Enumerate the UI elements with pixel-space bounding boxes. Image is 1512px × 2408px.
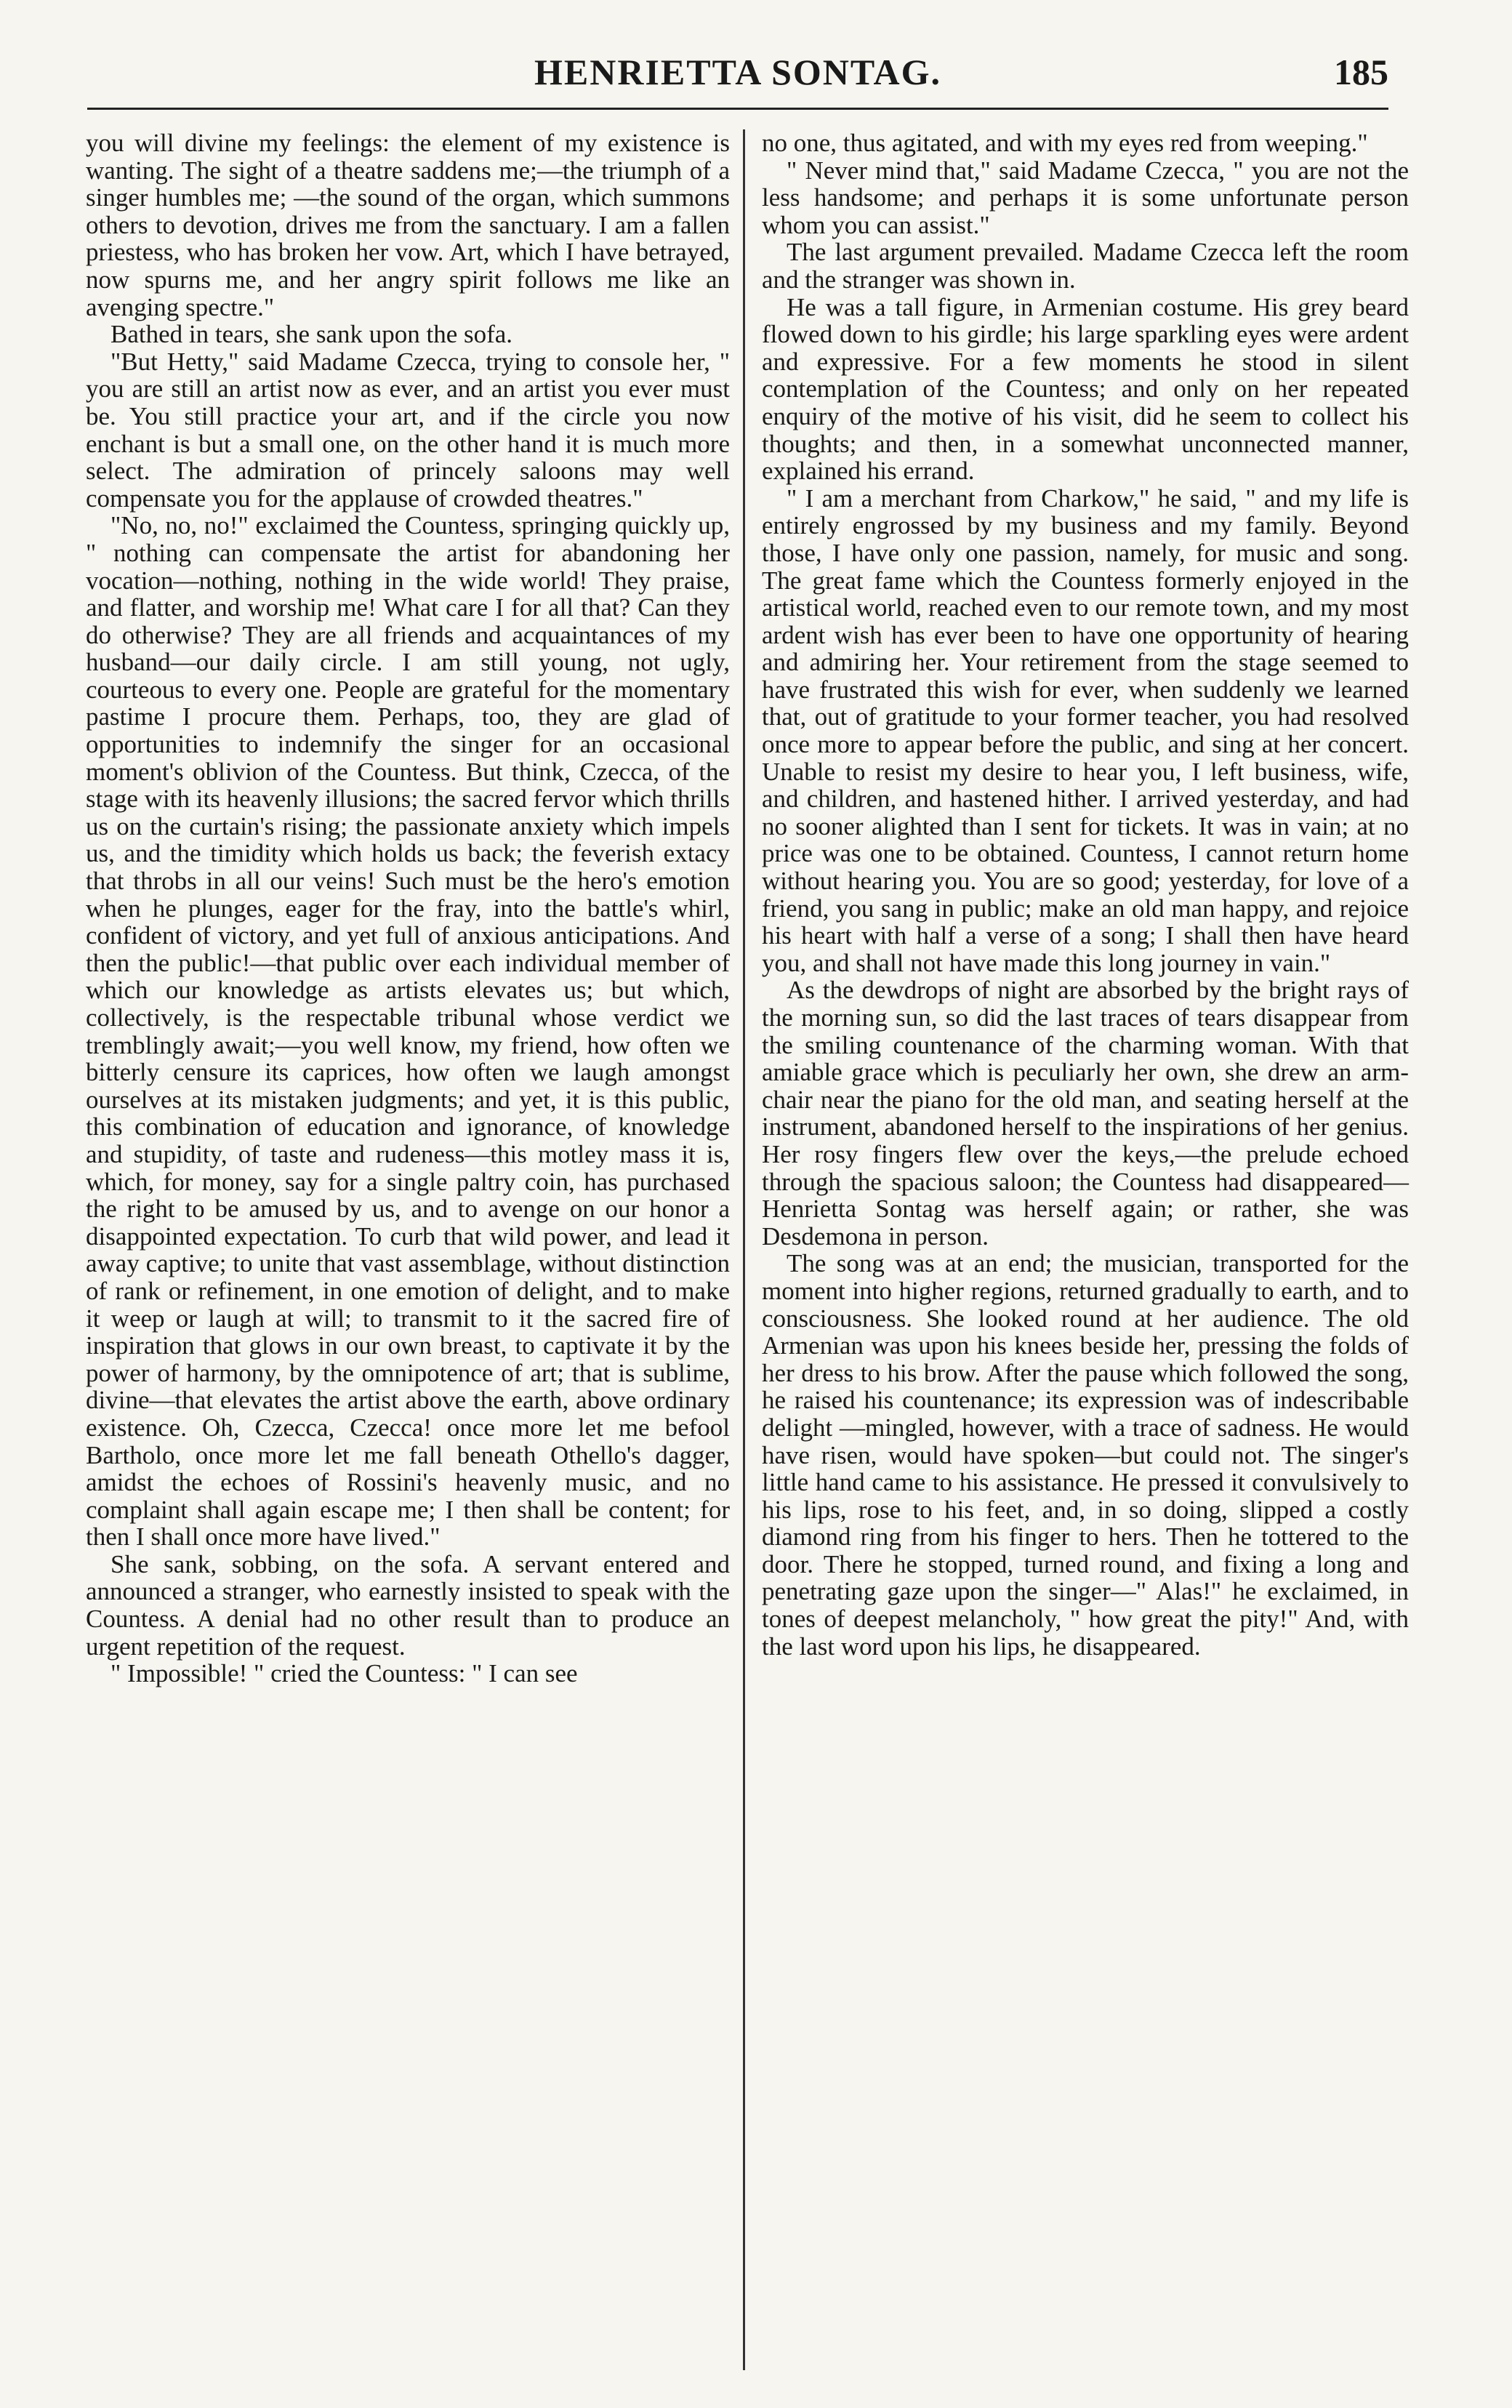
paragraph: "But Hetty," said Madame Czecca, trying to console her, " you are still an artist now as ever, and an artist you ever must be. You still practice your art, and if the circle you now enchant is but a small one, on the other hand it is much more select. The admiration of princely saloons may well compensate you for the applause of crowded theatres." [86,347,730,513]
right-column [762,129,1409,1660]
paragraph: He was a tall figure, in Armenian costume. His grey beard flowed down to his girdle; his large sparkling eyes were ardent and expressive. For a few moments he stood in silent contemplation of the Countess; and only on her repeated enquiry of the motive of his visit, did he seem to collect his thoughts; and then, in a somewhat unconnected manner, explained his errand. [762,292,1409,486]
running-title: HENRIETTA SONTAG. [534,52,942,92]
paragraph: She sank, sobbing, on the sofa. A servant entered and announced a stranger, who earnestly insisted to speak with the Countess. A denial had no other result than to produce an urgent repetition of the request. [86,1549,730,1661]
page-number: 185 [1334,52,1388,92]
paragraph: " I am a merchant from Charkow," he said, " and my life is entirely engrossed by my business and my family. Beyond those, I have only one passion, namely, for music and song. The great fame which the Countess formerly enjoyed in the artistical world, reached even to our remote town, and my most ardent wish has ever been to have one opportunity of hearing and admiring her. Your retirement from the stage seemed to have frustrated this wish for ever, when suddenly we learned that, out of gratitude to your former teacher, you had resolved once more to appear before the public, and sing at her concert. Unable to resist my desire to hear you, I left business, wife, and children, and hastened hither. I arrived yesterday, and had no sooner alighted than I sent for tickets. It was in vain; at no price was one to be obtained. Countess, I cannot return home without hearing you. You are so good; yesterday, for love of a friend, you sang in public; make an old man happy, and rejoice his heart with half a verse of a song; I shall then have heard you, and shall not have made this long journey in vain." [762,483,1409,977]
paragraph: The last argument prevailed. Madame Czecca left the room and the stranger was shown in. [762,238,1409,294]
column-divider [743,129,745,2370]
paragraph: " Impossible! " cried the Countess: " I can see [110,1659,578,1688]
paragraph: As the dewdrops of night are absorbed by the bright rays of the morning sun, so did the last traces of tears disappear from the smiling countenance of the charming woman. With that amiable grace which is peculiarly her own, she drew an arm-chair near the piano for the old man, and seating herself at the instrument, abandoned herself to the inspirations of her genius. Her rosy fingers flew over the keys,—the prelude echoed through the spacious saloon; the Countess had disappeared—Henrietta Sontag was herself again; or rather, she was Desdemona in person. [762,976,1409,1251]
left-column [86,129,730,1687]
paragraph: The song was at an end; the musician, transported for the moment into higher regions, returned gradually to earth, and to consciousness. She looked round at her audience. The old Armenian was upon his knees beside her, pressing the folds of her dress to his brow. After the pause which followed the song, he raised his countenance; its expression was of indescribable delight —mingled, however, with a trace of sadness. He would have risen, would have spoken—but could not. The singer's little hand came to his assistance. He pressed it convulsively to his lips, rose to his feet, and, in so doing, slipped a costly diamond ring from his finger to hers. Then he tottered to the door. There he stopped, turned round, and fixing a long and penetrating gaze upon the singer—" Alas!" he exclaimed, in tones of deepest melancholy, " how great the pity!" And, with the last word upon his lips, he disappeared. [762,1249,1409,1661]
paragraph: no one, thus agitated, and with my eyes red from weeping." [762,129,1368,157]
paragraph: " Never mind that," said Madame Czecca, " you are not the less handsome; and perhaps it is some unfortunate person whom you can assist." [762,156,1409,239]
paragraph: "No, no, no!" exclaimed the Countess, springing quickly up, " nothing can compensate the artist for abandoning her vocation—nothing, nothing in the wide world! They praise, and flatter, and worship me! What care I for all that? Can they do otherwise? They are all friends and acquaintances of my husband—our daily circle. I am still young, not ugly, courteous to every one. People are grateful for the momentary pastime I procure them. Perhaps, too, they are glad of opportunities to indemnify the singer for an occasional moment's oblivion of the Countess. But think, Czecca, of the stage with its heavenly illusions; the sacred fervor which thrills us on the curtain's rising; the passionate anxiety which impels us, and the timidity which holds us back; the feverish extacy that throbs in all our veins! Such must be the hero's emotion when he plunges, eager for the fray, into the battle's whirl, confident of victory, and yet full of anxious anticipations. And then the public!—that public over each individual member of which our knowledge as artists elevates us; but which, collectively, is the respectable tribunal whose verdict we tremblingly await;—you well know, my friend, how often we bitterly censure its caprices, how often we laugh amongst ourselves at its mistaken judgments; and yet, it is this public, this combination of education and ignorance, of knowledge and stupidity, of taste and rudeness—this motley mass it is, which, for money, say for a single paltry coin, has purchased the right to be amused by us, and to avenge on our honor a disappointed expectation. To curb that wild power, and lead it away captive; to unite that vast assemblage, without distinction of rank or refinement, in one emotion of delight, and to make it weep or laugh at will; to transmit to it the sacred fire of inspiration that glows in our own breast, to captivate it by the power of harmony, by the omnipotence of art; that is sublime, divine—that elevates the artist above the earth, above ordinary existence. Oh, Czecca, Czecca! once more let me befool Bartholo, once more let me fall beneath Othello's dagger, amidst the echoes of Rossini's heavenly music, and no complaint shall again escape me; I then shall be content; for then I shall once more have lived." [86,511,730,1552]
page-header [87,45,1388,110]
paragraph: Bathed in tears, she sank upon the sofa. [110,320,513,349]
paragraph: you will divine my feelings: the element of my existence is wanting. The sight of a theatre saddens me;—the triumph of a singer humbles me; —the sound of the organ, which summons others to devotion, drives me from the sanctuary. I am a fallen priestess, who has broken her vow. Art, which I have betrayed, now spurns me, and her angry spirit follows me like an avenging spectre." [86,129,730,321]
